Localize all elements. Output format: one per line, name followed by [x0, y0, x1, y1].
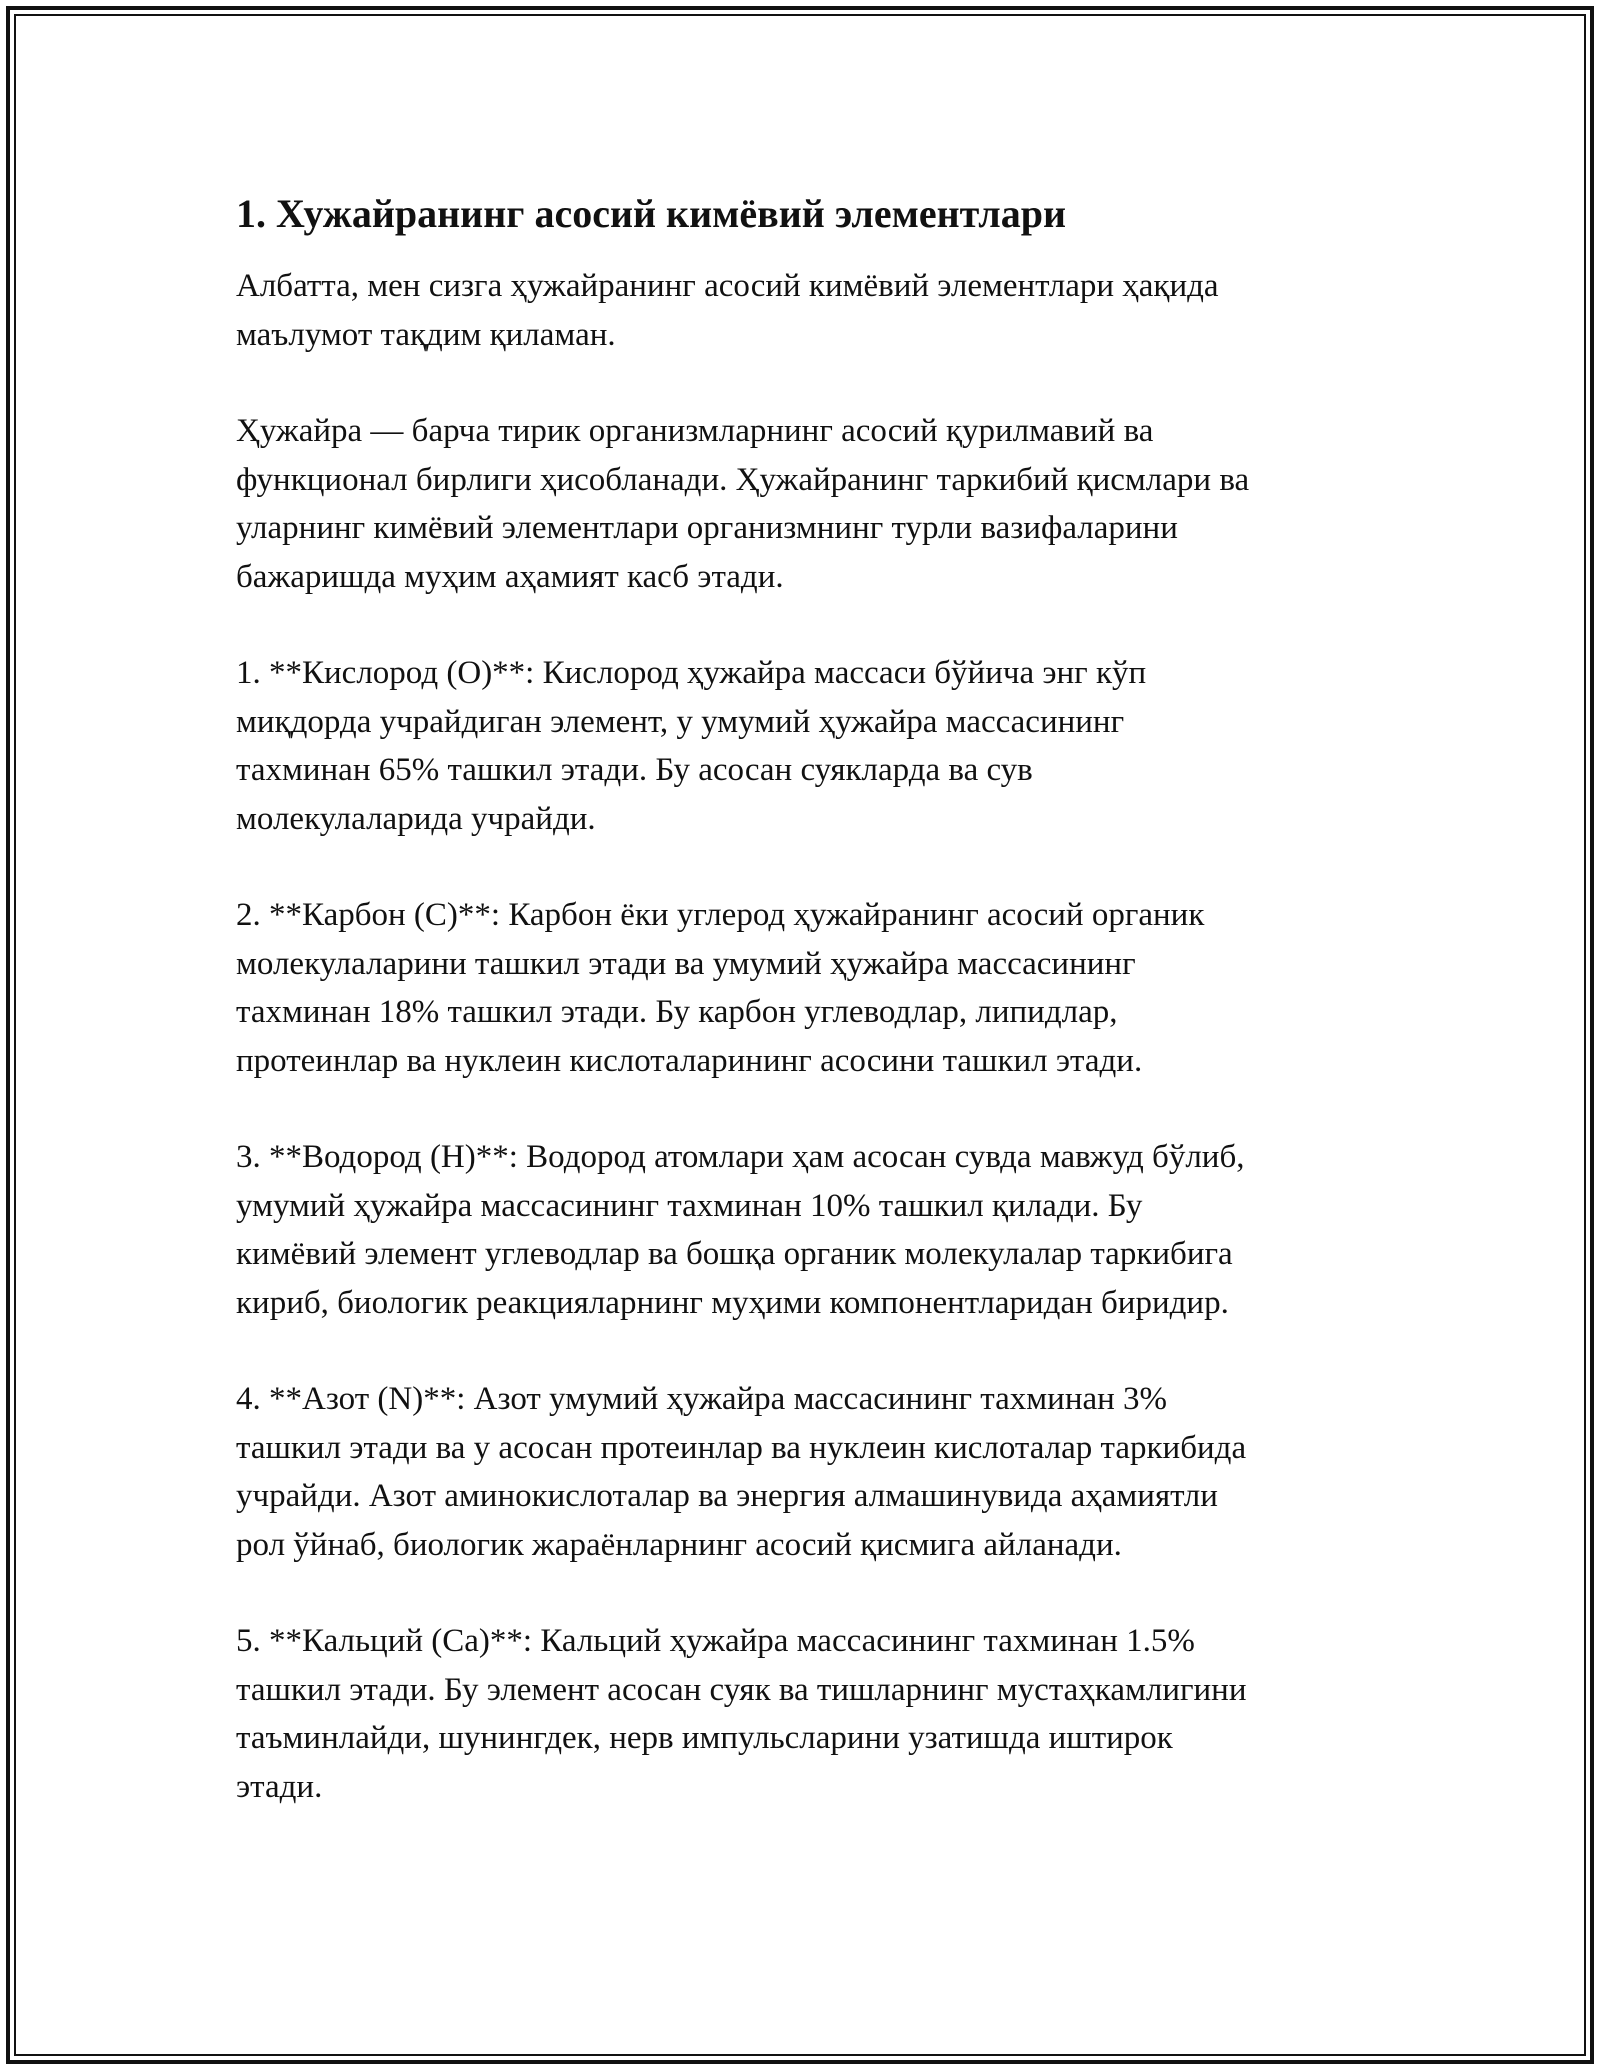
list-item-calcium: 5. **Кальций (Ca)**: Кальций ҳужайра массасининг тахминан 1.5% ташкил этади. Бу элемент асосан суяк ва тишларнинг мустаҳкамлигини таъминлайди, шунингдек, нерв импульсларини узатишда иштирок этади. [236, 1623, 1247, 1805]
intro-paragraph: Албатта, мен сизга ҳужайранинг асосий кимёвий элементлари ҳақида маълумот тақдим қиламан. [236, 268, 1219, 353]
list-item-oxygen: 1. **Кислород (O)**: Кислород ҳужайра массаси бўйича энг кўп миқдорда учрайдиган элемент, у умумий ҳужайра массасининг тахминан 65% ташкил этади. Бу асосан суякларда ва сув молекулаларида учрайди. [236, 655, 1147, 837]
document-title: 1. Хужайранинг асосий кимёвий элементлари [236, 191, 1067, 236]
list-item-hydrogen: 3. **Водород (H)**: Водород атомлари ҳам асосан сувда мавжуд бўлиб, умумий ҳужайра массасининг тахминан 10% ташкил қилади. Бу кимёвий элемент углеводлар ва бошқа органик молекулалар таркибига кириб, биологик реакцияларнинг муҳими компонентларидан биридир. [236, 1139, 1245, 1321]
document-body [236, 186, 1376, 1859]
list-item-carbon: 2. **Карбон (C)**: Карбон ёки углерод ҳужайранинг асосий органик молекулаларини ташкил этади ва умумий ҳужайра массасининг тахминан 18% ташкил этади. Бу карбон углеводлар, липидлар, протеинлар ва нуклеин кислоталарининг асосини ташкил этади. [236, 897, 1205, 1079]
list-item-nitrogen: 4. **Азот (N)**: Азот умумий ҳужайра массасининг тахминан 3% ташкил этади ва у асосан протеинлар ва нуклеин кислоталар таркибида учрайди. Азот аминокислоталар ва энергия алмашинувида аҳамиятли рол ўйнаб, биологик жараёнларнинг асосий қисмига айланади. [236, 1381, 1247, 1563]
cell-definition-paragraph: Ҳужайра — барча тирик организмларнинг асосий қурилмавий ва функционал бирлиги ҳисобланади. Ҳужайранинг таркибий қисмлари ва уларнинг кимёвий элементлари организмнинг турли вазифаларини бажаришда муҳим аҳамият касб этади. [236, 413, 1250, 595]
